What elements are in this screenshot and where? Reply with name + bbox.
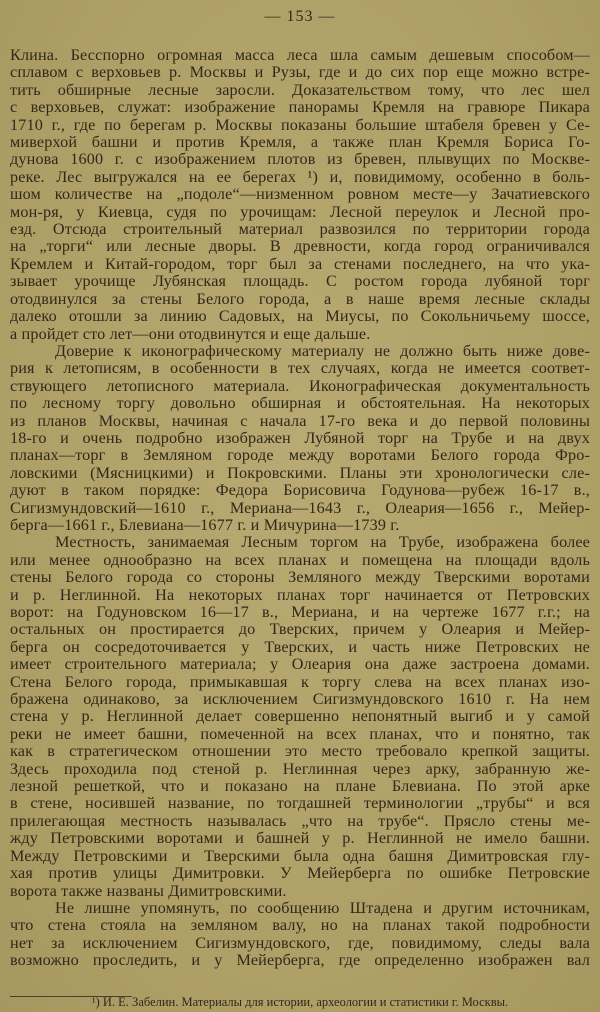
page-number: — 153 — bbox=[264, 8, 336, 25]
text-line: стена у р. Неглинной делает совершенно непонятный выгиб и у самой bbox=[10, 708, 590, 726]
text-line: шом количестве на „подоле“—низменном ровном месте—у Зачатиевского bbox=[10, 186, 590, 204]
text-line: миверхой башни и против Кремля, а также план Кремля Бориса Го- bbox=[10, 134, 590, 152]
text-line: или менее однообразно на всех планах и помещена на площади вдоль bbox=[10, 551, 590, 569]
text-line: на „торги“ или лесные дворы. В древности, когда город ограничивался bbox=[10, 238, 590, 256]
text-line: Доверие к иконографическому материалу не должно быть ниже дове- bbox=[55, 342, 590, 360]
text-line: реке. Лес выгружался на ее берегах ¹) и, повидимому, особенно в боль- bbox=[10, 168, 590, 186]
paragraph bbox=[10, 343, 590, 534]
text-line: с верховьев, служат: изображение панорамы Кремля на гравюре Пикара bbox=[10, 99, 590, 117]
text-line: Клина. Бесспорно огромная масса леса шла самым дешевым способом— bbox=[10, 47, 590, 64]
text-line: как в стратегическом отношении это место требовало крепкой защиты. bbox=[10, 743, 590, 761]
text-line: езд. Отсюда строительный материал развозился по территории города bbox=[10, 221, 590, 239]
text-line: дуют в таком порядке: Федора Борисовича Годунова—рубеж 16-17 в., bbox=[10, 482, 590, 500]
text-line: мон-ря, у Киевца, судя по урочищам: Лесной переулок и Лесной про- bbox=[10, 203, 590, 221]
text-line: Кремлем и Китай-городом, торг был за стенами последнего, на что ука- bbox=[10, 255, 590, 273]
text-line: и р. Неглинной. На некоторых планах торг начинается от Петровских bbox=[10, 586, 590, 604]
text-line: бражена одинаково, за исключением Сигизмундовского 1610 г. На нем bbox=[10, 691, 590, 709]
text-line: берга он сосредоточивается у Тверских, и часть ниже Петровских не bbox=[10, 638, 590, 656]
text-line: Не лишне упомянуть, по сообщению Штадена и другим источникам, bbox=[55, 899, 590, 917]
body-text bbox=[10, 47, 590, 970]
text-line: ловскими (Мясницкими) и Покровскими. Планы эти хронологически сле- bbox=[10, 464, 590, 482]
paragraph bbox=[10, 534, 590, 900]
text-line: стены Белого города со стороны Земляного между Тверскими воротами bbox=[10, 569, 590, 587]
text-line: по лесному торгу довольно обширная и обстоятельная. На некоторых bbox=[10, 395, 590, 413]
text-line: 18-го и очень подробно изображен Лубяной торг на Трубе и на двух bbox=[10, 429, 590, 447]
text-line: имеет строительного материала; у Олеария она даже застроена домами. bbox=[10, 656, 590, 674]
footnote: ¹) И. Е. Забелин. Материалы для истории, археологии и статистики г. Москвы. bbox=[91, 995, 509, 1009]
text-line: реки не имеет башни, помеченной на всех планах, что и понятно, так bbox=[10, 725, 590, 743]
text-line: далеко отошли за линию Садовых, на Миусы, по Сокольничьему шоссе, bbox=[10, 308, 590, 326]
text-line: лезной решеткой, что и показано на плане Блевиана. По этой арке bbox=[10, 778, 590, 796]
text-line: остальных он простирается до Тверских, причем у Олеария и Мейер- bbox=[10, 621, 590, 639]
text-line: прилегающая местность называлась „что на трубе“. Прясло стены ме- bbox=[10, 812, 590, 830]
text-line: дунова 1600 г. с изображением плотов из бревен, плывущих по Москве- bbox=[10, 151, 590, 169]
text-line: а пройдет сто лет—они отодвинутся и еще дальше. bbox=[10, 325, 371, 343]
text-line: Между Петровскими и Тверскими была одна башня Димитровская глу- bbox=[10, 847, 590, 865]
text-line: рия к летописям, в особенности в тех случаях, когда не имеется соответ- bbox=[10, 360, 590, 378]
text-line: отодвинулся за стены Белого города, а в наше время лесные склады bbox=[10, 290, 590, 308]
text-line: возможно проследить, и у Мейерберга, где определенно изображен вал bbox=[10, 952, 590, 970]
text-line: тить обширные лесные заросли. Доказательством тому, что лес шел bbox=[10, 81, 590, 99]
text-line: жду Петровскими воротами и башней у р. Неглинной не имело башни. bbox=[10, 830, 590, 848]
text-line: ствующего летописного материала. Иконографическая документальность bbox=[10, 377, 590, 395]
text-line: сплавом с верховьев р. Москвы и Рузы, где и до сих пор еще можно встре- bbox=[10, 64, 590, 82]
text-line: 1710 г., где по берегам р. Москвы показаны большие штабеля бревен у Се- bbox=[10, 116, 590, 134]
text-line: планах—торг в Земляном городе между воротами Белого города Фро- bbox=[10, 447, 590, 465]
text-line: Местность, занимаемая Лесным торгом на Трубе, изображена более bbox=[55, 534, 590, 552]
text-line: ворота также названы Димитровскими. bbox=[10, 882, 287, 900]
paragraph bbox=[10, 47, 590, 343]
text-line: берга—1661 г., Блевиана—1677 г. и Мичурина—1739 г. bbox=[10, 516, 400, 534]
text-line: зывает урочище Лубянская площадь. С ростом города лубяной торг bbox=[10, 273, 590, 291]
text-line: из планов Москвы, начиная с начала 17-го века и до первой половины bbox=[10, 412, 590, 430]
text-line: нет за исключением Сигизмундовского, где, повидимому, следы вала bbox=[10, 934, 590, 952]
text-line: что стена стояла на земляном валу, но на планах такой подробности bbox=[10, 917, 590, 935]
paragraph bbox=[10, 900, 590, 970]
text-line: ворот: на Годуновском 16—17 в., Мериана, и на чертеже 1677 г.г.; на bbox=[10, 604, 590, 621]
text-line: Здесь проходила под стеной р. Неглинная через арку, забранную же- bbox=[10, 760, 590, 778]
text-line: в стене, носившей название, по тогдашней терминологии „трубы“ и вся bbox=[10, 795, 590, 813]
text-line: Стена Белого города, примыкавшая к торгу слева на всех планах изо- bbox=[10, 673, 590, 691]
text-line: Сигизмундовский—1610 г., Мериана—1643 г., Олеария—1656 г., Мейер- bbox=[10, 499, 590, 517]
text-line: хая против улицы Димитровки. У Мейерберга по ошибке Петровские bbox=[10, 865, 590, 883]
